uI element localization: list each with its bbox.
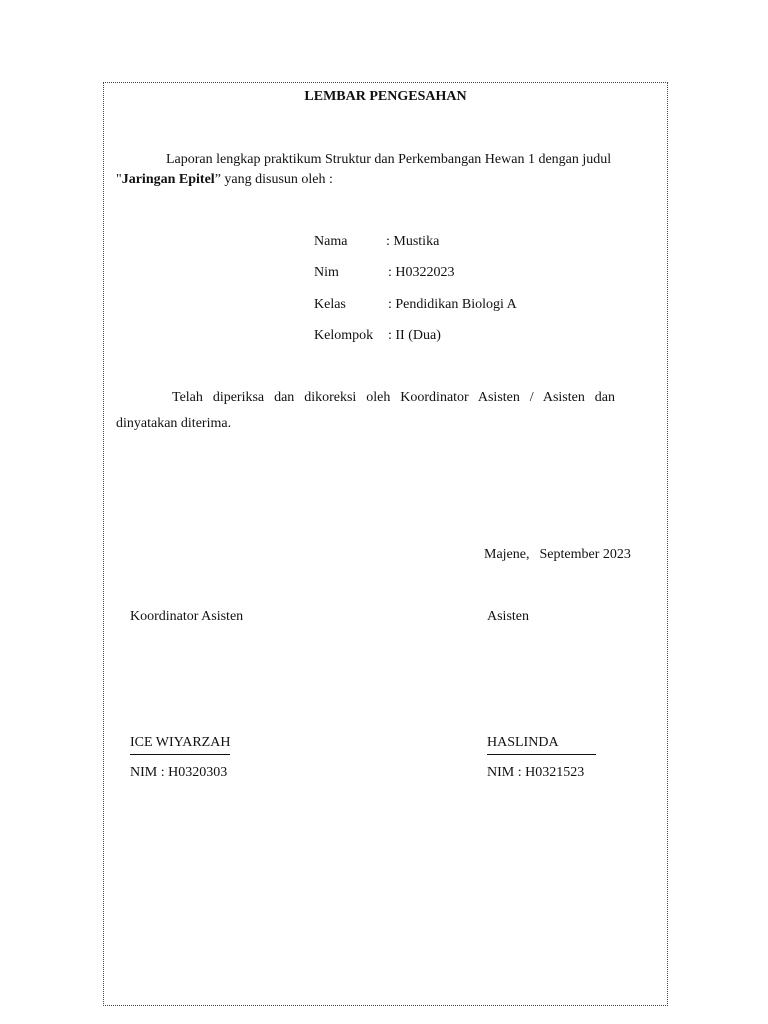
place-date bbox=[484, 546, 631, 564]
report-title: Jaringan Epitel bbox=[121, 172, 215, 187]
document-title: LEMBAR PENGESAHAN bbox=[304, 89, 467, 104]
intro-text-line2 bbox=[116, 171, 333, 189]
date: September 2023 bbox=[539, 547, 631, 562]
field-label-nama: Nama bbox=[314, 234, 348, 249]
signature-nim-right: NIM : H0321523 bbox=[487, 765, 585, 780]
signature-role-left: Koordinator Asisten bbox=[130, 609, 244, 624]
field-label-nim: Nim bbox=[314, 265, 339, 280]
signature-name-left: ICE WIYARZAH bbox=[130, 734, 230, 755]
field-value-kelompok: : II (Dua) bbox=[388, 328, 441, 343]
review-text-line2: dinyatakan diterima. bbox=[116, 416, 232, 431]
field-label-kelas: Kelas bbox=[314, 297, 346, 312]
signature-nim-left: NIM : H0320303 bbox=[130, 765, 228, 780]
page-border bbox=[103, 82, 668, 1006]
field-value-kelas: : Pendidikan Biologi A bbox=[388, 297, 517, 312]
signature-role-right: Asisten bbox=[487, 609, 529, 624]
review-text-line1: Telah diperiksa dan dikoreksi oleh Koordinator Asisten / Asisten dan bbox=[172, 390, 615, 405]
field-label-kelompok: Kelompok bbox=[314, 328, 374, 343]
field-value-nama: : Mustika bbox=[386, 234, 440, 249]
quote-open: " bbox=[116, 172, 122, 187]
signature-name-right: HASLINDA bbox=[487, 734, 596, 755]
intro-text-line1: Laporan lengkap praktikum Struktur dan Perkembangan Hewan 1 dengan judul bbox=[166, 152, 612, 167]
place: Majene, bbox=[484, 547, 530, 562]
field-value-nim: : H0322023 bbox=[388, 265, 455, 280]
intro-text-rest: ” yang disusun oleh : bbox=[214, 172, 333, 187]
